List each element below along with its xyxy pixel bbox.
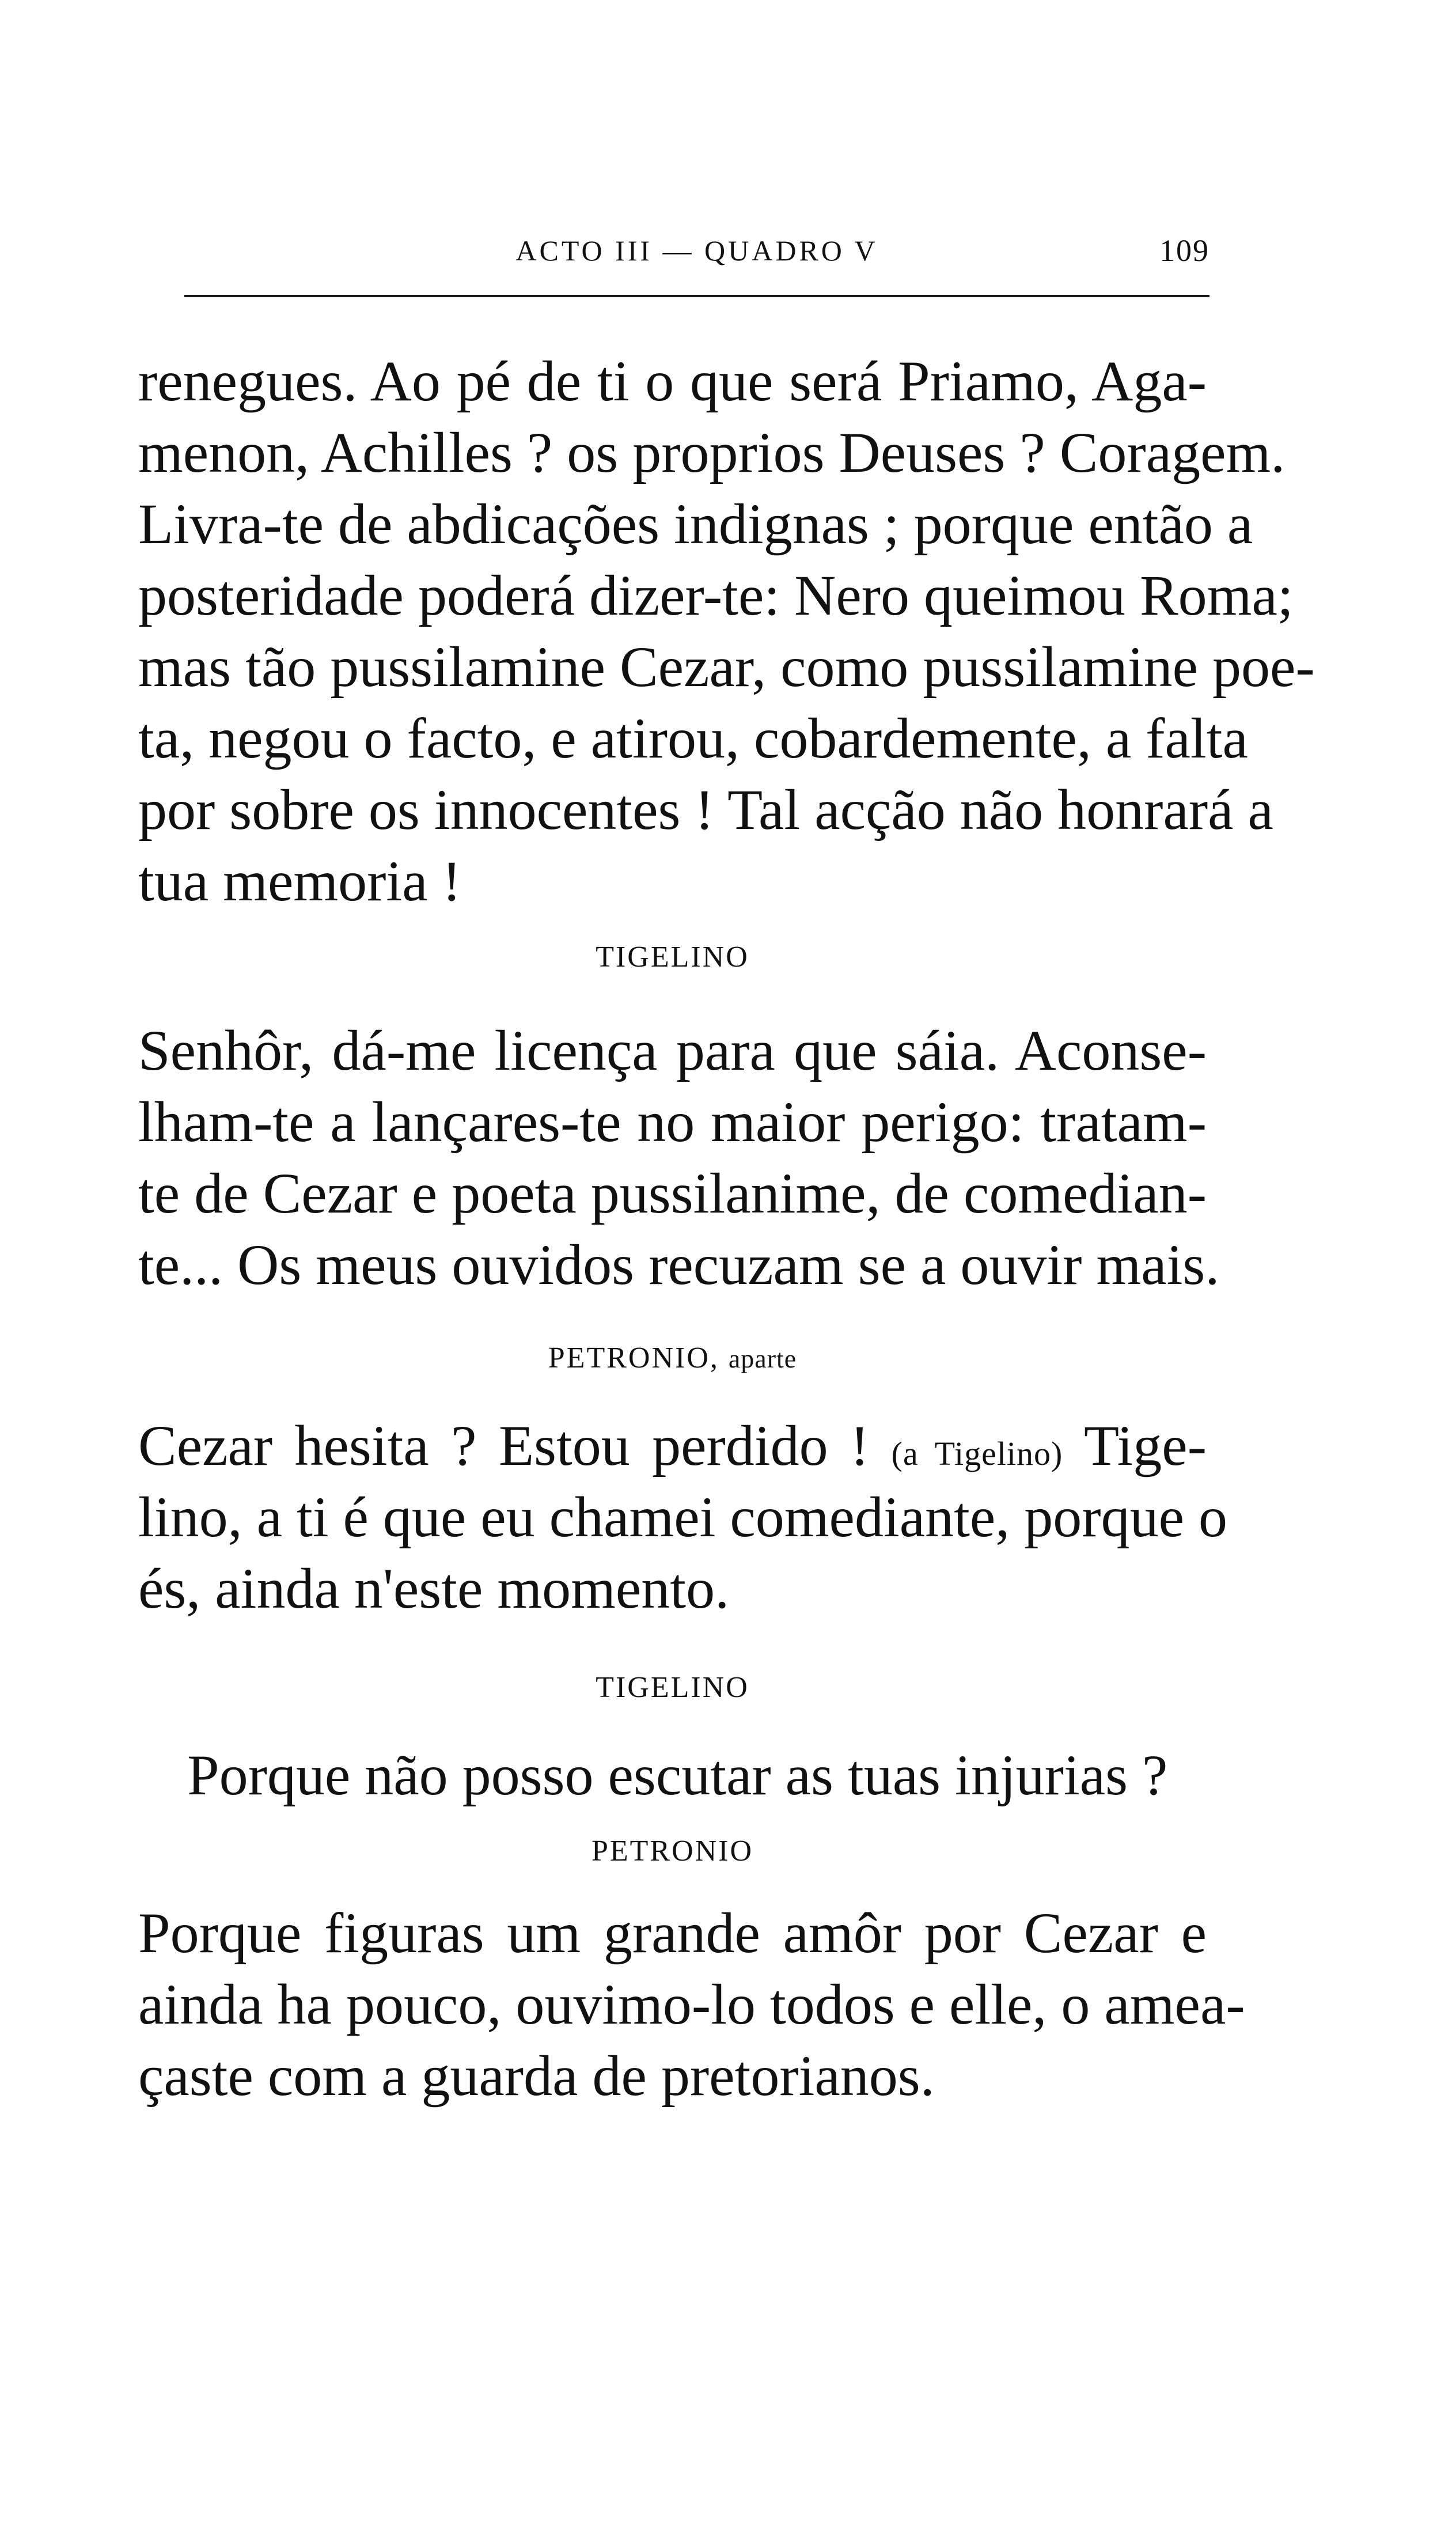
text-line: mas tão pussilamine Cezar, como pussilamine poe- xyxy=(138,635,1315,699)
text-line: çaste com a guarda de pretorianos. xyxy=(138,2044,935,2108)
text-line: és, ainda n'este momento. xyxy=(138,1556,730,1620)
text-segment: Tige- xyxy=(1083,1414,1207,1478)
text-line: Porque não posso escutar as tuas injurias ? xyxy=(187,1743,1168,1807)
running-title: ACTO III — QUADRO V xyxy=(515,234,878,267)
speaker-name: PETRONIO xyxy=(591,1835,754,1867)
speech-petronio-1 xyxy=(138,1410,1227,1624)
speech-tigelino-1 xyxy=(138,1015,1220,1301)
speaker-heading xyxy=(138,1329,1207,1387)
text-line: Livra-te de abdicações indignas ; porque então a xyxy=(138,492,1253,556)
running-head xyxy=(184,230,1209,271)
stage-direction-aside: aparte xyxy=(728,1344,797,1373)
stage-direction: (a Tigelino) xyxy=(891,1435,1063,1472)
text-line: menon, Achilles ? os proprios Deuses ? Coragem. xyxy=(138,420,1286,484)
speaker-name: PETRONIO, xyxy=(548,1342,719,1374)
text-line: tua memoria ! xyxy=(138,849,461,913)
text-line: Senhôr, dá-me licença para que sáia. Aconse- xyxy=(138,1018,1207,1082)
text-line: Porque figuras um grande amôr por Cezar e xyxy=(138,1901,1207,1965)
text-line: ta, negou o facto, e atirou, cobardemente, a falta xyxy=(138,706,1248,770)
header-rule xyxy=(184,295,1209,297)
dialogue-text xyxy=(138,346,1315,2112)
text-line: lino, a ti é que eu chamei comediante, porque o xyxy=(138,1485,1227,1549)
text-line: te de Cezar e poeta pussilanime, de comedian- xyxy=(138,1161,1207,1225)
page-number: 109 xyxy=(1159,233,1209,268)
text-line xyxy=(138,1410,1207,1482)
text-segment: Cezar hesita ? Estou perdido ! xyxy=(138,1414,870,1478)
speech-opening xyxy=(138,346,1315,917)
text-line: por sobre os innocentes ! Tal acção não honrará a xyxy=(138,778,1273,842)
text-line: ainda ha pouco, ouvimo-lo todos e elle, o amea- xyxy=(138,1972,1245,2036)
speech-petronio-2 xyxy=(138,1897,1245,2112)
speech-tigelino-2 xyxy=(138,1740,1207,1811)
text-line: renegues. Ao pé de ti o que será Priamo, Aga- xyxy=(138,349,1207,413)
speaker-name: TIGELINO xyxy=(596,941,749,973)
text-line: lham-te a lançares-te no maior perigo: tratam- xyxy=(138,1090,1207,1154)
speaker-name: TIGELINO xyxy=(596,1671,749,1704)
text-line: te... Os meus ouvidos recuzam se a ouvir mais. xyxy=(138,1233,1220,1297)
text-line: posteridade poderá dizer-te: Nero queimou Roma; xyxy=(138,563,1294,627)
